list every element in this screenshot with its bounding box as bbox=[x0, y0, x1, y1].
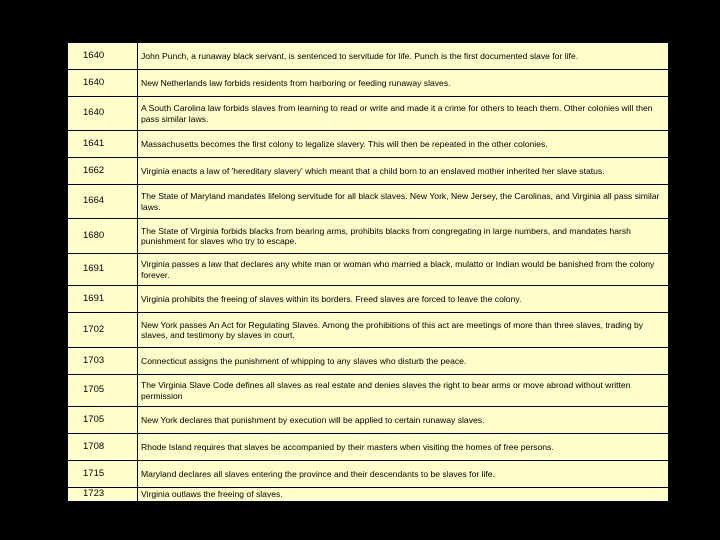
table-row bbox=[68, 375, 669, 407]
event-cell: Connecticut assigns the punishment of whipping to any slaves who disturb the peace. bbox=[138, 348, 669, 375]
event-cell: The State of Virginia forbids blacks from bearing arms, prohibits blacks from congregating in large numbers, and mandates harsh punishment for slaves who try to escape. bbox=[138, 219, 669, 254]
year-cell: 1703 bbox=[68, 348, 138, 375]
event-cell: The Virginia Slave Code defines all slaves as real estate and denies slaves the right to bear arms or move abroad without written permission bbox=[138, 375, 669, 407]
table-row bbox=[68, 254, 669, 286]
event-cell: The State of Maryland mandates lifelong servitude for all black slaves. New York, New Jersey, the Carolinas, and Virginia all pass similar laws. bbox=[138, 185, 669, 219]
table-row bbox=[68, 313, 669, 348]
year-cell: 1640 bbox=[68, 43, 138, 70]
year-cell: 1662 bbox=[68, 158, 138, 185]
table-row bbox=[68, 185, 669, 219]
year-cell: 1691 bbox=[68, 254, 138, 286]
event-cell: Rhode Island requires that slaves be accompanied by their masters when visiting the homes of free persons. bbox=[138, 434, 669, 461]
year-cell: 1723 bbox=[68, 488, 138, 502]
year-cell: 1705 bbox=[68, 407, 138, 434]
table-row bbox=[68, 348, 669, 375]
event-cell: New Netherlands law forbids residents from harboring or feeding runaway slaves. bbox=[138, 70, 669, 97]
year-cell: 1708 bbox=[68, 434, 138, 461]
event-cell: John Punch, a runaway black servant, is sentenced to servitude for life. Punch is the first documented slave for life. bbox=[138, 43, 669, 70]
year-cell: 1691 bbox=[68, 286, 138, 313]
year-cell: 1680 bbox=[68, 219, 138, 254]
event-cell: Virginia prohibits the freeing of slaves within its borders. Freed slaves are forced to leave the colony. bbox=[138, 286, 669, 313]
event-cell: Massachusetts becomes the first colony to legalize slavery. This will then be repeated in the other colonies. bbox=[138, 131, 669, 158]
table-row bbox=[68, 43, 669, 70]
year-cell: 1641 bbox=[68, 131, 138, 158]
year-cell: 1640 bbox=[68, 70, 138, 97]
event-cell: Maryland declares all slaves entering the province and their descendants to be slaves for life. bbox=[138, 461, 669, 488]
year-cell: 1664 bbox=[68, 185, 138, 219]
event-cell: New York declares that punishment by execution will be applied to certain runaway slaves. bbox=[138, 407, 669, 434]
event-cell: New York passes An Act for Regulating Slaves. Among the prohibitions of this act are meetings of more than three slaves, trading by slaves, and testimony by slaves in court. bbox=[138, 313, 669, 348]
year-cell: 1702 bbox=[68, 313, 138, 348]
year-cell: 1715 bbox=[68, 461, 138, 488]
table-row bbox=[68, 131, 669, 158]
table-row bbox=[68, 70, 669, 97]
timeline-table bbox=[67, 42, 669, 502]
table-row bbox=[68, 219, 669, 254]
year-cell: 1705 bbox=[68, 375, 138, 407]
table-row bbox=[68, 407, 669, 434]
event-cell: Virginia enacts a law of 'hereditary slavery' which meant that a child born to an enslaved mother inherited her slave status. bbox=[138, 158, 669, 185]
event-cell: Virginia outlaws the freeing of slaves. bbox=[138, 488, 669, 502]
table-row bbox=[68, 434, 669, 461]
table-row bbox=[68, 286, 669, 313]
table-row bbox=[68, 97, 669, 131]
event-cell: A South Carolina law forbids slaves from learning to read or write and made it a crime for others to teach them. Other colonies will then pass similar laws. bbox=[138, 97, 669, 131]
timeline-body bbox=[68, 43, 669, 502]
table-row bbox=[68, 158, 669, 185]
year-cell: 1640 bbox=[68, 97, 138, 131]
table-row bbox=[68, 488, 669, 502]
table-row bbox=[68, 461, 669, 488]
event-cell: Virginia passes a law that declares any white man or woman who married a black, mulatto or Indian would be banished from the colony forever. bbox=[138, 254, 669, 286]
